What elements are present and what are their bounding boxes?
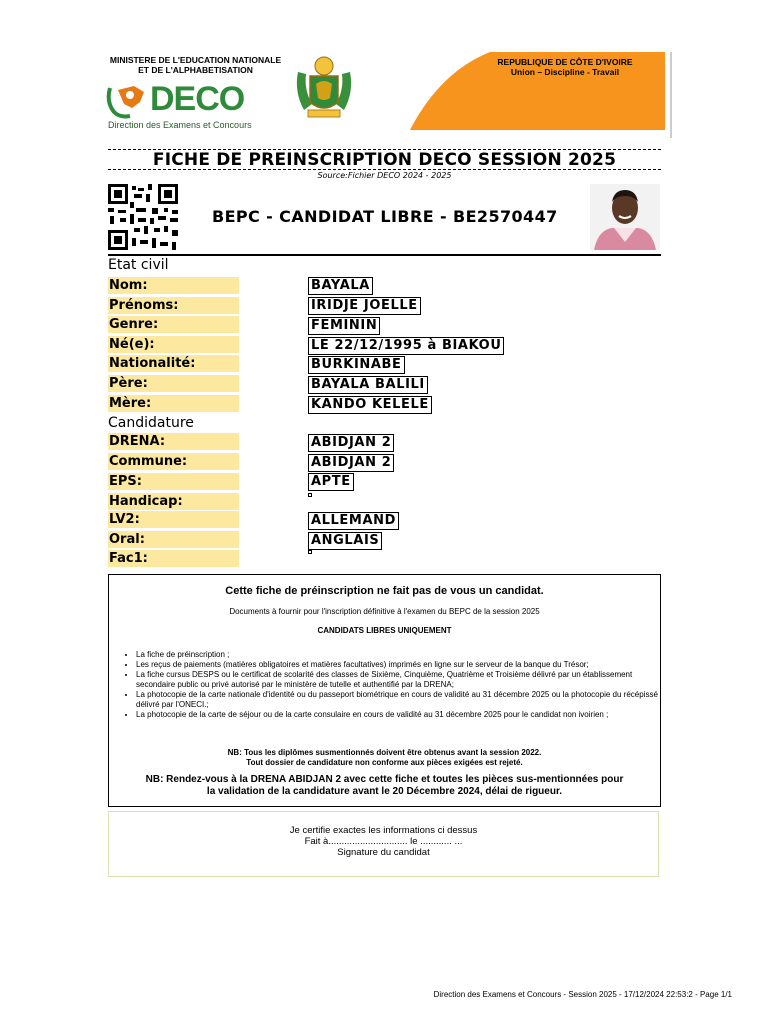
qr-code-icon xyxy=(108,184,180,250)
republic-name: REPUBLIQUE DE CÔTE D'IVOIRE xyxy=(497,57,633,67)
candidate-photo xyxy=(590,184,660,250)
deco-word: DECO xyxy=(150,80,245,118)
label-nom: Nom: xyxy=(108,277,239,294)
label-commune: Commune: xyxy=(108,453,239,470)
notice-documents: Documents à fournir pour l'inscription définitive à l'examen du BEPC de la session 2025 xyxy=(229,607,540,616)
nb-diplomes-line-2: Tout dossier de candidature non conforme aux pièces exigées est rejeté. xyxy=(246,758,523,767)
republic-heading xyxy=(470,57,660,77)
certify-line: Je certifie exactes les informations ci dessus xyxy=(289,825,478,836)
nb-rendez-vous-line-2: la validation de la candidature avant le 20 Décembre 2024, délai de rigueur. xyxy=(206,786,563,797)
value-commune: ABIDJAN 2 xyxy=(308,454,394,472)
value-nom: BAYALA xyxy=(308,277,373,295)
nb-rendez-vous xyxy=(108,774,661,798)
republic-motto: Union – Discipline - Travail xyxy=(510,67,620,77)
candidate-heading: BEPC - CANDIDAT LIBRE - BE2570447 xyxy=(212,207,558,226)
value-prenoms: IRIDJE JOELLE xyxy=(308,297,421,315)
source-note: Source:Fichier DECO 2024 - 2025 xyxy=(317,171,452,180)
signature-text xyxy=(108,825,659,858)
value-mere: KANDO KELELE xyxy=(308,396,432,414)
list-item: • La fiche de préinscription ; xyxy=(136,650,671,660)
label-genre: Genre: xyxy=(108,316,239,333)
label-pere: Père: xyxy=(108,375,239,392)
label-fac1: Fac1: xyxy=(108,550,239,567)
notice-heading: Cette fiche de préinscription ne fait pas de vous un candidat. xyxy=(225,585,544,597)
deco-logo-text xyxy=(150,80,244,119)
deco-logo-icon xyxy=(104,80,150,120)
title-rule-bottom xyxy=(108,169,661,170)
value-drena: ABIDJAN 2 xyxy=(308,434,394,452)
page-title: FICHE DE PREINSCRIPTION DECO SESSION 2025 xyxy=(152,150,617,170)
label-prenoms: Prénoms: xyxy=(108,297,239,314)
place-date-line: Fait à.............................. le ............ ... xyxy=(304,836,463,847)
signature-label: Signature du candidat xyxy=(337,847,430,858)
value-lv2: ALLEMAND xyxy=(308,512,399,530)
label-lv2: LV2: xyxy=(108,511,239,528)
label-ne: Né(e): xyxy=(108,336,239,353)
ministry-line-1: MINISTERE DE L'EDUCATION NATIONALE xyxy=(109,55,282,65)
value-handicap xyxy=(308,493,312,497)
label-nationalite: Nationalité: xyxy=(108,355,239,372)
nb-rendez-vous-line-1: NB: Rendez-vous à la DRENA ABIDJAN 2 avec cette fiche et toutes les pièces sus-mentionnées pour xyxy=(145,774,624,785)
notice-candidats: CANDIDATS LIBRES UNIQUEMENT xyxy=(317,626,452,635)
label-eps: EPS: xyxy=(108,473,239,490)
value-oral: ANGLAIS xyxy=(308,532,382,550)
value-eps: APTE xyxy=(308,473,354,491)
header-divider xyxy=(670,52,672,138)
value-genre: FEMININ xyxy=(308,317,380,335)
label-oral: Oral: xyxy=(108,531,239,548)
label-mere: Mère: xyxy=(108,395,239,412)
section-etat-civil: Etat civil xyxy=(108,257,169,273)
list-item: • La photocopie de la carte nationale d'identité ou du passeport biométrique en cours de validité au 31 décembre 2025 ou la photocopie du récépissé délivré par l'ONECI.; xyxy=(136,690,671,710)
list-item: • La photocopie de la carte de séjour ou de la carte consulaire en cours de validité au 31 décembre 2025 pour le candidat non ivoirien ; xyxy=(136,710,671,720)
list-item: • Les reçus de paiements (matières obligatoires et matières facultatives) imprimés en ligne sur le serveur de la banque du Trésor; xyxy=(136,660,671,670)
nb-diplomes xyxy=(108,748,661,768)
heading-divider xyxy=(108,254,661,256)
section-candidature: Candidature xyxy=(108,415,194,431)
value-nationalite: BURKINABE xyxy=(308,356,405,374)
page-footer: Direction des Examens et Concours - Session 2025 - 17/12/2024 22:53:2 - Page 1/1 xyxy=(433,990,732,999)
label-handicap: Handicap: xyxy=(108,493,239,510)
value-pere: BAYALA BALILI xyxy=(308,376,428,394)
deco-subtitle: Direction des Examens et Concours xyxy=(108,120,252,130)
value-ne: LE 22/12/1995 à BIAKOU xyxy=(308,337,504,355)
value-fac1 xyxy=(308,550,312,554)
coat-of-arms-icon xyxy=(290,52,358,124)
nb-diplomes-line-1: NB: Tous les diplômes susmentionnés doivent être obtenus avant la session 2022. xyxy=(227,748,542,757)
documents-list xyxy=(124,650,671,720)
ministry-name xyxy=(108,55,283,75)
ministry-line-2: ET DE L'ALPHABETISATION xyxy=(138,65,253,75)
label-drena: DRENA: xyxy=(108,433,239,450)
list-item: • La fiche cursus DESPS ou le certificat de scolarité des classes de Sixième, Cinquième, Quatrième et Troisième délivré par un établissement secondaire public ou privé autorisé par le ministère de tutelle et authentifié par la DRENA; xyxy=(136,670,671,690)
